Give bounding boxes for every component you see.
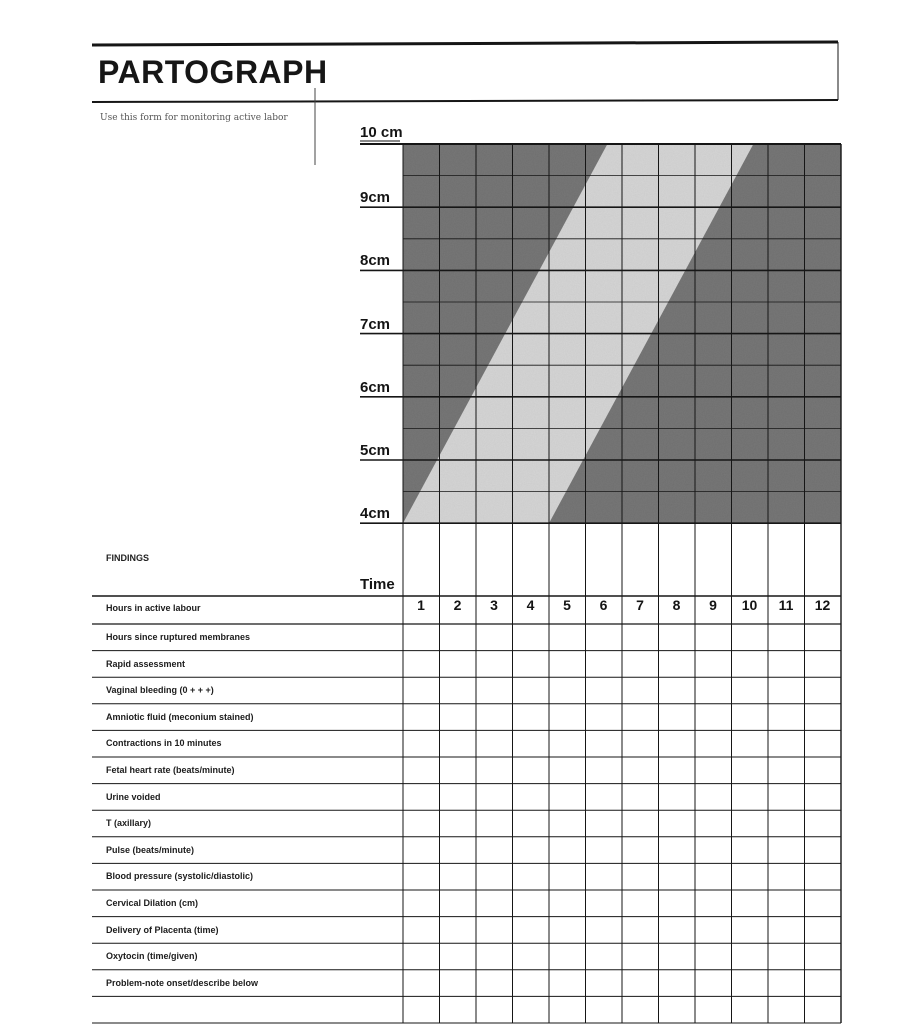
time-label: Time: [360, 576, 395, 593]
dilation-label: 6cm: [360, 378, 391, 396]
findings-row-label: Blood pressure (systolic/diastolic): [106, 871, 254, 882]
hour-number: 9: [709, 597, 717, 613]
hour-number: 5: [563, 597, 571, 613]
findings-row-label: Delivery of Placenta (time): [106, 924, 219, 935]
findings-row-label: Vaginal bleeding (0 + + +): [106, 685, 214, 696]
findings-row-label: T (axillary): [106, 818, 152, 829]
dilation-label: 5cm: [360, 442, 391, 459]
dilation-label: 8cm: [360, 252, 391, 270]
hour-number: 2: [453, 597, 462, 613]
findings-row-label: Amniotic fluid (meconium stained): [106, 711, 254, 722]
hour-number: 4: [526, 597, 535, 613]
hour-number: 12: [814, 597, 831, 613]
hour-number: 8: [672, 597, 681, 613]
findings-row-label: Cervical Dilation (cm): [106, 898, 199, 908]
findings-row-label: Pulse (beats/minute): [106, 844, 195, 855]
findings-row-label: Hours in active labour: [106, 603, 201, 613]
hour-number: 7: [636, 597, 644, 613]
findings-row-label: Fetal heart rate (beats/minute): [106, 765, 235, 775]
findings-row-label: Urine voided: [106, 791, 161, 802]
hour-number: 6: [599, 597, 608, 613]
findings-row-label: Contractions in 10 minutes: [106, 738, 222, 749]
findings-row-label: Hours since ruptured membranes: [106, 632, 251, 642]
findings-row-label: Problem-note onset/describe below: [106, 977, 259, 988]
dilation-label: 10 cm: [360, 124, 403, 141]
findings-row-label: Oxytocin (time/given): [106, 951, 198, 962]
findings-row-label: Rapid assessment: [106, 658, 186, 669]
dilation-label: 4cm: [360, 505, 391, 523]
findings-heading: FINDINGS: [106, 553, 150, 563]
form-subtitle: Use this form for monitoring active labor: [100, 113, 288, 123]
hour-number: 11: [778, 597, 794, 613]
hour-number: 1: [417, 597, 425, 613]
hour-number: 3: [490, 597, 498, 613]
hour-number: 10: [741, 597, 758, 613]
dilation-label: 7cm: [360, 315, 391, 333]
dilation-label: 9cm: [360, 189, 391, 207]
form-title: PARTOGRAPH: [98, 54, 328, 90]
